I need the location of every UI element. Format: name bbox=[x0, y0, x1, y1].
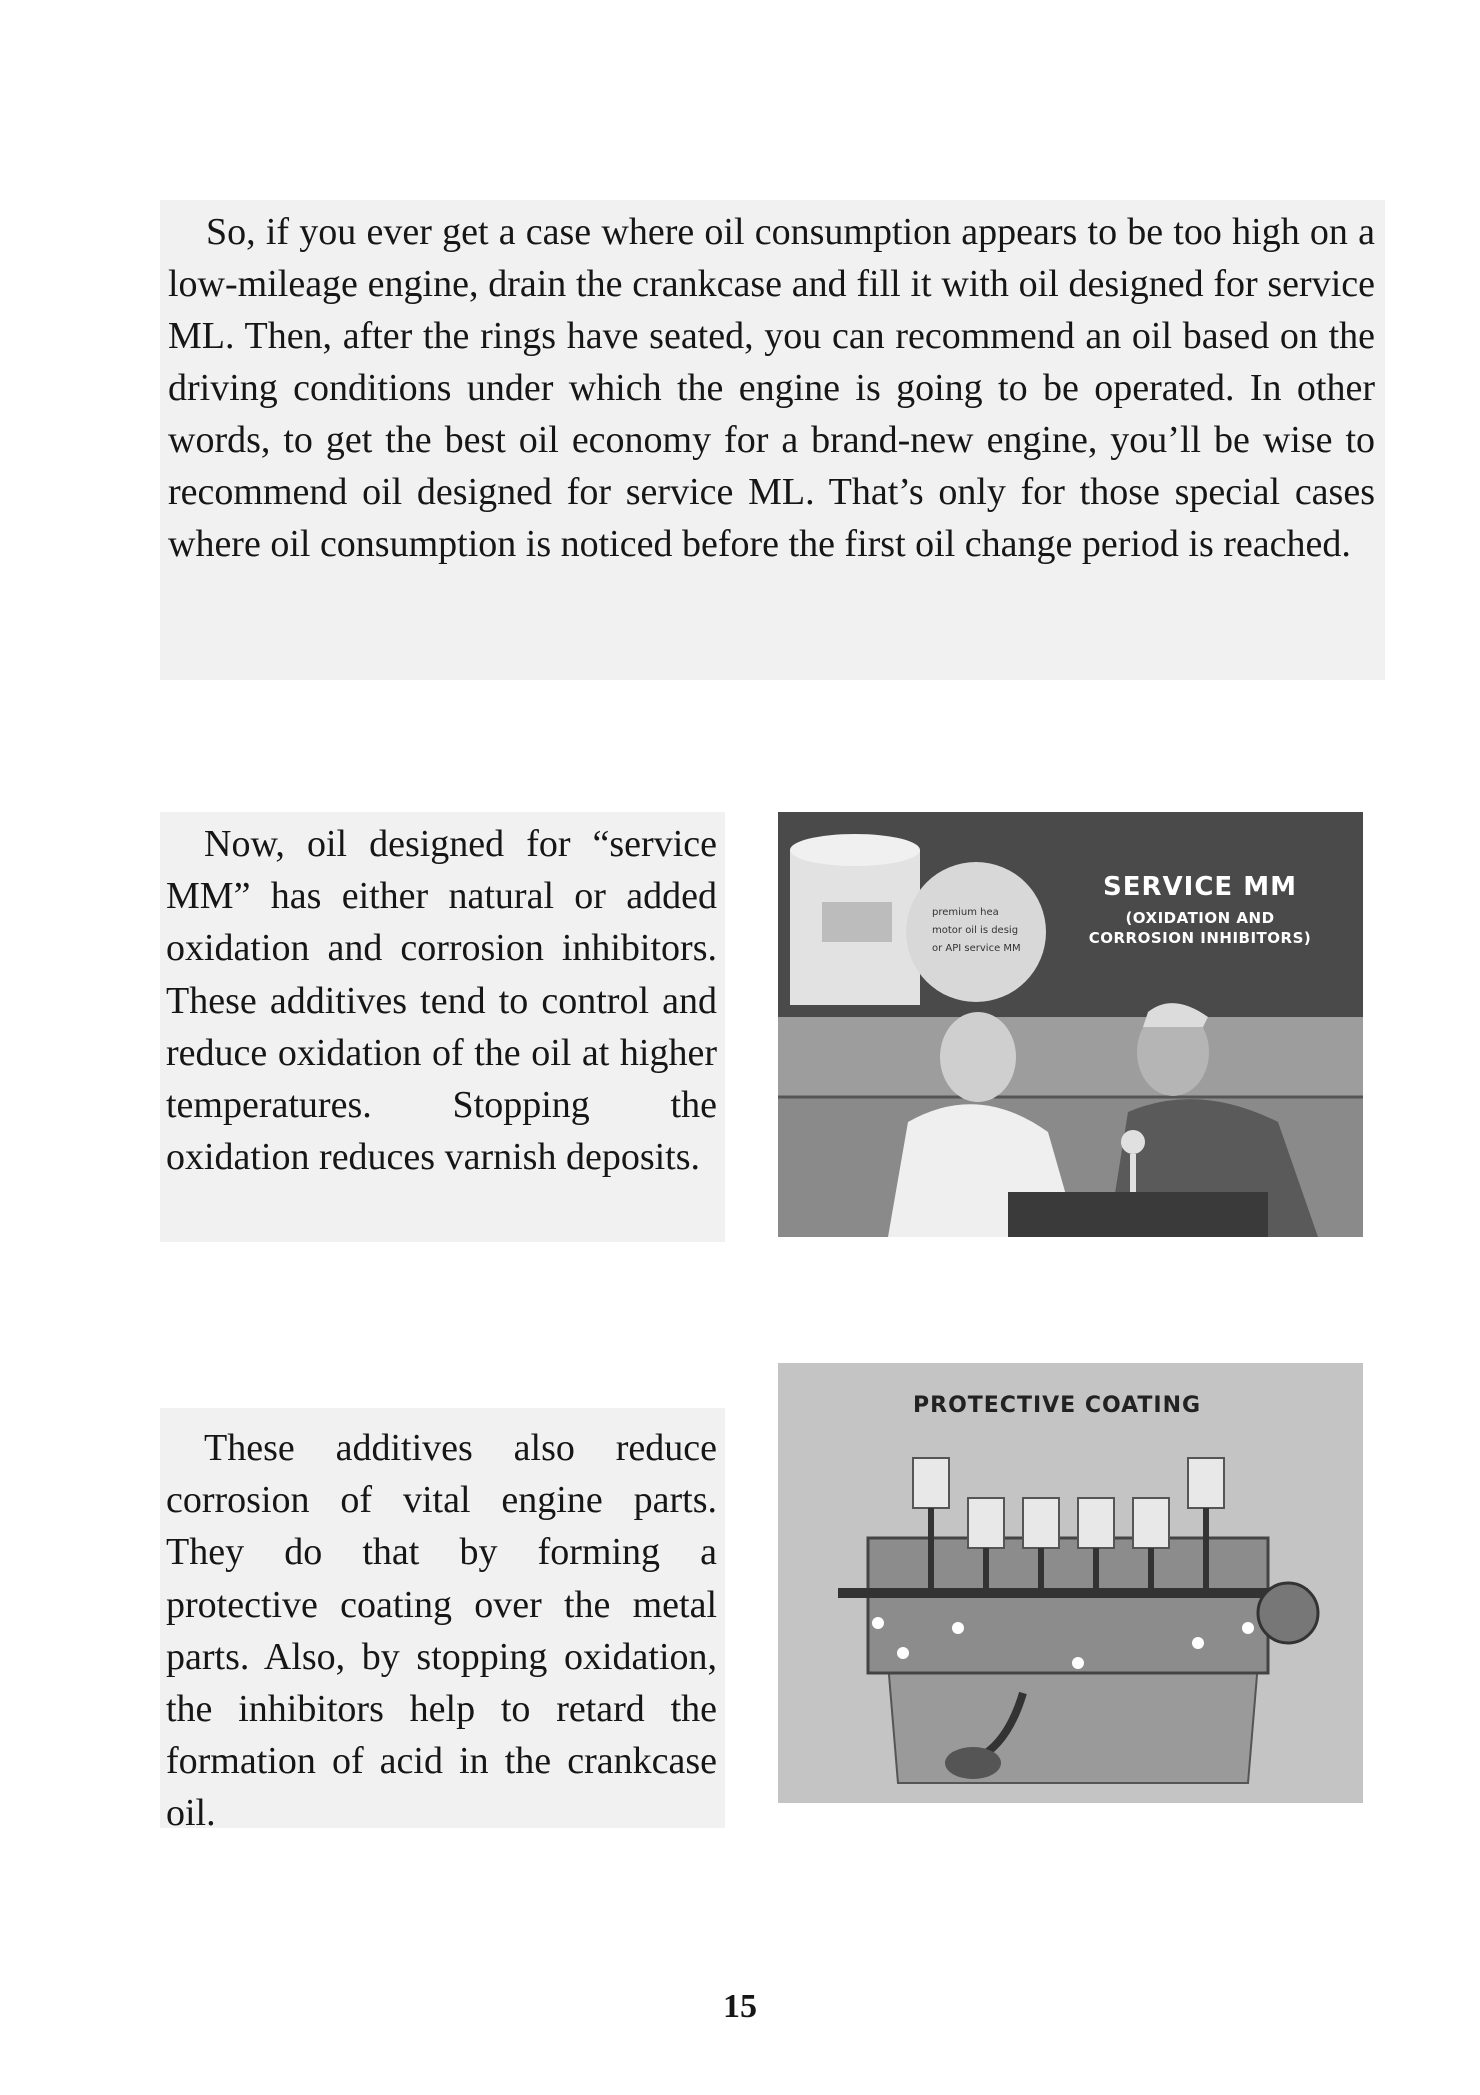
paragraph-additives bbox=[160, 1408, 725, 1835]
protective-coating-label: PROTECTIVE COATING bbox=[913, 1393, 1202, 1418]
circle-text-line: motor oil is desig bbox=[932, 925, 1019, 936]
paragraph-text: These additives also reduce corrosion of vital engine parts. They do that by forming a protective coating over the metal parts. Also, by stopping oxidation, the inhibitors help to retard the formation of acid in the crankcase oil. bbox=[166, 1427, 717, 1835]
circle-text-line: premium hea bbox=[932, 907, 999, 918]
circle-text-line: or API service MM bbox=[932, 943, 1021, 954]
photo-protective-coating bbox=[778, 1363, 1363, 1803]
page-number: 15 bbox=[723, 1988, 757, 2025]
service-mm-subtitle-line2: CORROSION INHIBITORS) bbox=[1088, 929, 1312, 947]
paragraph-oil-consumption bbox=[160, 200, 1385, 680]
oil-label-circle bbox=[906, 862, 1046, 1002]
paragraph-service-mm bbox=[160, 812, 725, 1242]
photo-service-mm bbox=[778, 812, 1363, 1237]
engine-illustration bbox=[778, 1363, 1363, 1803]
paragraph-text: So, if you ever get a case where oil consumption appears to be too high on a low-mileage engine, drain the crankcase and fill it with oil designed for service ML. Then, after the rings have seated, you can recommend an oil based on the driving conditions under which the engine is going to be operated. In other words, to get the best oil economy for a brand-new engine, you’ll be wise to recommend oil designed for service ML. That’s only for those special cases where oil consumption is noticed before the first oil change period is reached. bbox=[168, 211, 1375, 565]
service-mm-subtitle-line1: (OXIDATION AND bbox=[1125, 909, 1275, 927]
service-mm-label bbox=[1040, 872, 1360, 948]
paragraph-text: Now, oil designed for “service MM” has either natural or added oxidation and corrosion inhibitors. These additives tend to control and reduce oxidation of the oil at higher temperatures. Stopping the oxidation reduces varnish deposits. bbox=[166, 823, 717, 1179]
service-mm-title: SERVICE MM bbox=[1103, 872, 1297, 902]
